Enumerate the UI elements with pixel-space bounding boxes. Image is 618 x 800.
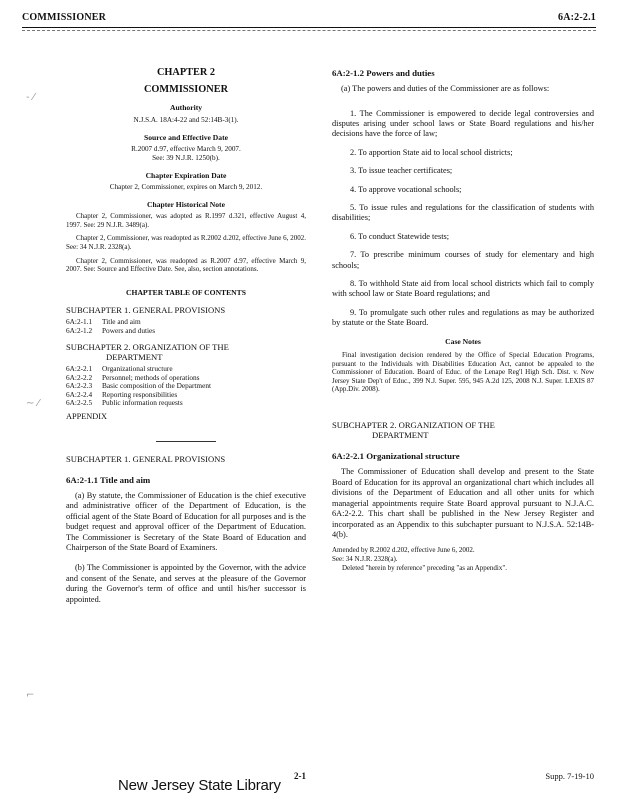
toc-entry-number: 6A:2-2.2	[66, 372, 93, 382]
toc-entry-title: Powers and duties	[102, 325, 156, 335]
list-item: 1. The Commissioner is empowered to decide legal controversies and disputes arising under school laws or State Board regulations and his/her decisions have the force of law;	[332, 108, 594, 139]
case-note: Final investigation decision rendered by the Office of Special Education Programs, pursuant to the Individuals with Disabilities Education Act, cannot be appealed to the Commissioner of Education. Board of Educ. of the Lenape Reg'l High Sch. Dist. v. New Jersey State Dep't of Educ., 399 N.J. Super. 595, 945 A.2d 125, 2008 N.J. Super. LEXIS 87 (App.Div. 2008).	[332, 350, 594, 394]
subchapter-1-heading: SUBCHAPTER 1. GENERAL PROVISIONS	[66, 453, 226, 464]
amendment-note: Deleted "herein by reference" preceding "as an Appendix".	[342, 563, 507, 572]
source-heading: Source and Effective Date	[143, 132, 228, 142]
list-item: 5. To issue rules and regulations for the classification of students with disabilities;	[332, 203, 594, 223]
paragraph: The Commissioner of Education shall develop and present to the State Board of Education for its approval an organizational chart which includes all divisions of the Department of Education and all other units for which managerial appointments require State Board approval pursuant to N.J.A.C. 6A:2-2.2. This chart shall be published in the New Jersey Register and incorporated as an Appendix to this subchapter pursuant to N.J.S.A. 52:14B-4(b).	[332, 467, 594, 539]
list-item: 6. To conduct Statewide tests;	[350, 231, 450, 241]
toc-entry[interactable]	[66, 327, 306, 335]
toc-heading: CHAPTER TABLE OF CONTENTS	[126, 287, 246, 297]
running-header	[22, 12, 596, 24]
toc-entry-title: Organizational structure	[102, 364, 173, 374]
list-item: 4. To approve vocational schools;	[350, 184, 462, 194]
toc-entry-title: Basic composition of the Department	[102, 381, 212, 391]
margin-mark: ∼ ⁄	[26, 398, 40, 409]
list-item: 2. To apportion State aid to local school districts;	[350, 147, 513, 157]
margin-mark: ‐ ⁄	[26, 92, 35, 103]
chapter-number: CHAPTER 2	[156, 67, 216, 78]
expiration-text: Chapter 2, Commissioner, expires on March 9, 2012.	[109, 183, 263, 192]
paragraph: (b) The Commissioner is appointed by the Governor, with the advice and consent of the Senate, and serves at the pleasure of the Governor during the Governor's term of office and until his/her successor is appointed.	[66, 563, 306, 604]
toc-entry-number: 6A:2-1.2	[66, 325, 93, 335]
toc-entry-title: Public information requests	[102, 398, 183, 408]
header-section: 6A:2-2.1	[558, 12, 596, 23]
source-line: R.2007 d.97, effective March 9, 2007.	[131, 144, 241, 153]
toc-entry-title: Personnel; methods of operations	[102, 372, 200, 382]
toc-entry[interactable]	[66, 399, 306, 407]
toc-entry-number: 6A:2-2.4	[66, 389, 93, 399]
subchapter-2-heading: SUBCHAPTER 2. ORGANIZATION OF THE	[332, 419, 495, 430]
list-item: 7. To prescribe minimum courses of study for elementary and high schools;	[332, 250, 594, 270]
page-number: 2-1	[294, 771, 306, 781]
list-item: 9. To promulgate such other rules and regulations as may be authorized by statute or the State Board.	[332, 307, 594, 328]
header-title: COMMISSIONER	[22, 12, 107, 23]
historical-note-heading: Chapter Historical Note	[147, 200, 225, 210]
toc-subchapter-2-cont: DEPARTMENT	[106, 352, 163, 363]
chapter-title: COMMISSIONER	[143, 84, 229, 96]
historical-note: Chapter 2, Commissioner, was readopted as R.2007 d.97, effective March 9, 2007. See: Source and Effective Date. See, also, section annotations.	[66, 256, 306, 274]
paragraph: (a) The powers and duties of the Commissioner are as follows:	[341, 84, 550, 94]
amendment-note: See: 34 N.J.R. 2328(a).	[332, 554, 398, 563]
subchapter-2-heading-cont: DEPARTMENT	[372, 430, 429, 441]
toc-subchapter-2: SUBCHAPTER 2. ORGANIZATION OF THE	[66, 342, 229, 352]
header-rule-dashed	[22, 30, 596, 31]
historical-note: Chapter 2, Commissioner, was readopted as R.2002 d.202, effective June 6, 2002. See: 34 N.J.R. 2328(a).	[66, 234, 306, 251]
section-divider	[156, 441, 216, 442]
toc-appendix[interactable]: APPENDIX	[66, 412, 108, 422]
authority-text: N.J.S.A. 18A:4-22 and 52:14B-3(1).	[133, 115, 239, 124]
margin-mark: ⌐	[26, 690, 35, 701]
toc-entry-title: Reporting responsibilities	[102, 389, 178, 399]
toc-entry-number: 6A:2-2.1	[66, 364, 93, 374]
historical-note: Chapter 2, Commissioner, was adopted as R.1997 d.321, effective August 4, 1997. See: 29 N.J.R. 3489(a).	[66, 212, 306, 229]
paragraph: (a) By statute, the Commissioner of Education is the chief executive and administrative officer of the Department of Education, is the official agent of the State Board of Education for all purposes and is the budget request and approval officer of the Department of Education. The Commissioner is Secretary of the State Board of Education and Chairperson of the State Board of Examiners.	[66, 491, 306, 553]
section-title: 6A:2-1.2 Powers and duties	[332, 68, 435, 78]
source-line: See: 39 N.J.R. 1250(b).	[152, 153, 220, 162]
section-title: 6A:2-1.1 Title and aim	[66, 474, 151, 485]
toc-subchapter-1: SUBCHAPTER 1. GENERAL PROVISIONS	[66, 304, 226, 315]
library-watermark: New Jersey State Library	[118, 777, 281, 794]
amendment-note: Amended by R.2002 d.202, effective June 6, 2002.	[332, 546, 475, 555]
left-column	[66, 68, 306, 615]
authority-heading: Authority	[169, 103, 203, 113]
toc-entry-number: 6A:2-1.1	[66, 317, 93, 327]
toc-entry-number: 6A:2-2.3	[66, 381, 93, 391]
list-item: 3. To issue teacher certificates;	[350, 166, 453, 176]
list-item: 8. To withhold State aid from local school districts which fail to comply with school law or State Board regulations; and	[332, 279, 594, 299]
case-notes-heading: Case Notes	[445, 336, 481, 346]
toc-entry-title: Title and aim	[102, 317, 141, 327]
expiration-heading: Chapter Expiration Date	[145, 170, 227, 180]
supplement-date: Supp. 7-19-10	[545, 771, 594, 781]
right-column	[332, 68, 594, 572]
header-rule	[22, 27, 596, 28]
section-title: 6A:2-2.1 Organizational structure	[332, 451, 460, 462]
toc-entry-number: 6A:2-2.5	[66, 398, 93, 408]
